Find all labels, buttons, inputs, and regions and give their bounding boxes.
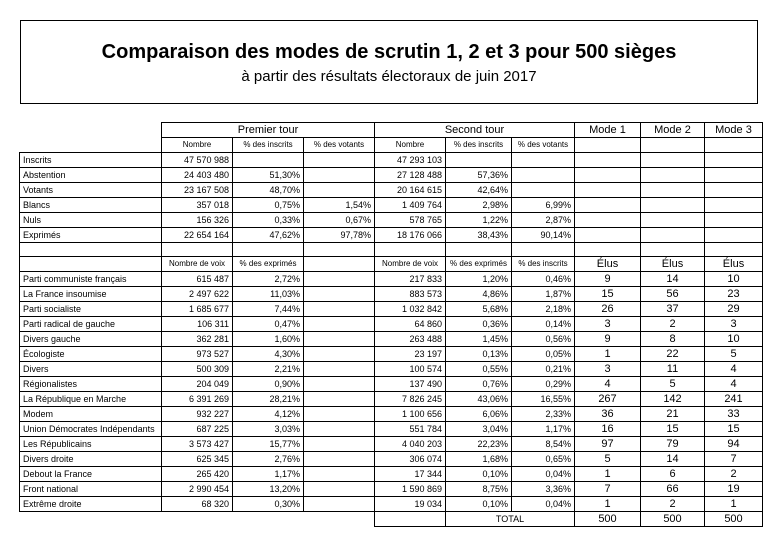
party-name: Divers gauche xyxy=(20,332,162,347)
table-cell: 20 164 615 xyxy=(375,183,446,198)
title-box xyxy=(20,20,758,104)
table-cell: 51,30% xyxy=(233,168,304,183)
table-cell: 1 032 842 xyxy=(375,302,446,317)
table-cell: 43,06% xyxy=(446,392,512,407)
party-name: Divers xyxy=(20,362,162,377)
seats-mode1: 3 xyxy=(575,362,641,377)
table-cell: 0,56% xyxy=(512,332,575,347)
table-cell: 0,36% xyxy=(446,317,512,332)
seats-mode2: 8 xyxy=(641,332,705,347)
party-name: Extrême droite xyxy=(20,497,162,512)
seats-mode2: 21 xyxy=(641,407,705,422)
table-cell: 6,99% xyxy=(512,198,575,213)
party-name: Parti communiste français xyxy=(20,272,162,287)
table-cell: 11,03% xyxy=(233,287,304,302)
party-row xyxy=(20,377,763,392)
seats-mode3: 5 xyxy=(705,347,763,362)
table-cell: 13,20% xyxy=(233,482,304,497)
table-cell: 68 320 xyxy=(162,497,233,512)
party-row xyxy=(20,287,763,302)
table-cell xyxy=(304,452,375,467)
table-cell xyxy=(304,437,375,452)
stats-row xyxy=(20,183,763,198)
seats-mode1: 7 xyxy=(575,482,641,497)
table-cell: 22,23% xyxy=(446,437,512,452)
total-mode1: 500 xyxy=(575,512,641,527)
results-table xyxy=(19,122,763,527)
table-cell: 47,62% xyxy=(233,228,304,243)
total-row xyxy=(20,512,763,527)
premier-tour-header: Premier tour xyxy=(162,123,375,138)
table-cell: 5,68% xyxy=(446,302,512,317)
table-cell: 578 765 xyxy=(375,213,446,228)
table-cell: 48,70% xyxy=(233,183,304,198)
table-cell xyxy=(512,168,575,183)
table-cell: 42,64% xyxy=(446,183,512,198)
seats-mode2: 56 xyxy=(641,287,705,302)
table-cell: 23 197 xyxy=(375,347,446,362)
table-cell: 3,03% xyxy=(233,422,304,437)
party-name: Union Démocrates Indépendants xyxy=(20,422,162,437)
party-row xyxy=(20,437,763,452)
table-cell: 0,76% xyxy=(446,377,512,392)
table-cell: 0,21% xyxy=(512,362,575,377)
table-cell: 47 293 103 xyxy=(375,153,446,168)
seats-mode2: 5 xyxy=(641,377,705,392)
table-cell xyxy=(575,228,641,243)
party-row xyxy=(20,302,763,317)
table-cell xyxy=(705,168,763,183)
table-cell: 100 574 xyxy=(375,362,446,377)
table-cell: 4,86% xyxy=(446,287,512,302)
table-cell: 57,36% xyxy=(446,168,512,183)
party-name: Divers droite xyxy=(20,452,162,467)
document-title: Comparaison des modes de scrutin 1, 2 et 3 pour 500 sièges xyxy=(101,41,677,63)
table-cell: 1,17% xyxy=(512,422,575,437)
table-cell: 0,05% xyxy=(512,347,575,362)
table-cell xyxy=(641,183,705,198)
seats-mode1: 97 xyxy=(575,437,641,452)
row-label: Blancs xyxy=(20,198,162,213)
total-label: TOTAL xyxy=(446,512,575,527)
table-cell xyxy=(304,497,375,512)
seats-mode1: 1 xyxy=(575,497,641,512)
table-cell: 28,21% xyxy=(233,392,304,407)
spacer-cell xyxy=(20,243,162,257)
party-name: Parti socialiste xyxy=(20,302,162,317)
table-cell xyxy=(304,377,375,392)
seats-mode3: 4 xyxy=(705,377,763,392)
party-row xyxy=(20,332,763,347)
table-cell: 615 487 xyxy=(162,272,233,287)
table-cell: 0,67% xyxy=(304,213,375,228)
seats-mode3: 7 xyxy=(705,452,763,467)
table-cell: 1,22% xyxy=(446,213,512,228)
party-row xyxy=(20,497,763,512)
document-subtitle: à partir des résultats électoraux de juin 2017 xyxy=(241,68,537,85)
seats-mode2: 142 xyxy=(641,392,705,407)
table-cell: 0,04% xyxy=(512,497,575,512)
table-cell xyxy=(304,482,375,497)
seats-mode2: 79 xyxy=(641,437,705,452)
table-cell: 1 685 677 xyxy=(162,302,233,317)
seats-mode2: 15 xyxy=(641,422,705,437)
spacer-row xyxy=(20,243,763,257)
stats-row xyxy=(20,228,763,243)
table-cell xyxy=(304,407,375,422)
table-cell xyxy=(304,347,375,362)
table-cell xyxy=(705,228,763,243)
table-cell: 156 326 xyxy=(162,213,233,228)
total-mode2: 500 xyxy=(641,512,705,527)
seats-mode2: 2 xyxy=(641,317,705,332)
stats-row xyxy=(20,168,763,183)
elus-header: Élus xyxy=(641,257,705,272)
table-cell: 0,04% xyxy=(512,467,575,482)
table-cell xyxy=(641,198,705,213)
table-cell: 22 654 164 xyxy=(162,228,233,243)
table-cell: 7,44% xyxy=(233,302,304,317)
seats-mode3: 33 xyxy=(705,407,763,422)
table-cell: 362 281 xyxy=(162,332,233,347)
table-cell: 2,33% xyxy=(512,407,575,422)
table-cell xyxy=(641,213,705,228)
party-name: Front national xyxy=(20,482,162,497)
party-name: Régionalistes xyxy=(20,377,162,392)
party-row xyxy=(20,347,763,362)
party-row xyxy=(20,452,763,467)
spacer-cell xyxy=(705,243,763,257)
party-row xyxy=(20,422,763,437)
table-cell: 625 345 xyxy=(162,452,233,467)
seats-mode1: 26 xyxy=(575,302,641,317)
table-cell: 204 049 xyxy=(162,377,233,392)
seats-mode3: 4 xyxy=(705,362,763,377)
table-cell: 263 488 xyxy=(375,332,446,347)
seats-mode1: 267 xyxy=(575,392,641,407)
table-cell: 1 100 656 xyxy=(375,407,446,422)
table-cell: 0,46% xyxy=(512,272,575,287)
table-cell: 217 833 xyxy=(375,272,446,287)
seats-mode1: 1 xyxy=(575,347,641,362)
table-cell xyxy=(304,153,375,168)
elus-header: Élus xyxy=(705,257,763,272)
table-cell: 2,87% xyxy=(512,213,575,228)
header-empty-cell xyxy=(304,257,375,272)
table-cell: 6,06% xyxy=(446,407,512,422)
table-cell: 17 344 xyxy=(375,467,446,482)
table-cell xyxy=(304,467,375,482)
row-label: Nuls xyxy=(20,213,162,228)
table-cell: 1,17% xyxy=(233,467,304,482)
table-cell: 973 527 xyxy=(162,347,233,362)
seats-mode1: 9 xyxy=(575,332,641,347)
table-cell: 1,60% xyxy=(233,332,304,347)
party-name: Debout la France xyxy=(20,467,162,482)
seats-mode3: 3 xyxy=(705,317,763,332)
party-row xyxy=(20,392,763,407)
table-cell: 0,30% xyxy=(233,497,304,512)
table-cell xyxy=(705,183,763,198)
table-cell: 1,45% xyxy=(446,332,512,347)
table-cell: 2,98% xyxy=(446,198,512,213)
seats-mode1: 16 xyxy=(575,422,641,437)
seats-mode3: 10 xyxy=(705,272,763,287)
table-cell xyxy=(575,213,641,228)
empty-cell xyxy=(20,512,162,527)
total-mode3: 500 xyxy=(705,512,763,527)
sub-header-cell: Nombre de voix xyxy=(162,257,233,272)
table-cell xyxy=(575,153,641,168)
header-row-1 xyxy=(20,123,763,138)
table-cell: 0,65% xyxy=(512,452,575,467)
seats-mode2: 66 xyxy=(641,482,705,497)
table-cell: 97,78% xyxy=(304,228,375,243)
table-cell xyxy=(446,153,512,168)
table-cell: 8,75% xyxy=(446,482,512,497)
table-cell xyxy=(304,392,375,407)
table-cell xyxy=(304,362,375,377)
spacer-cell xyxy=(233,243,304,257)
header-row-3 xyxy=(20,257,763,272)
seats-mode2: 37 xyxy=(641,302,705,317)
table-cell: 2,18% xyxy=(512,302,575,317)
table-cell xyxy=(575,183,641,198)
table-cell: 1 590 869 xyxy=(375,482,446,497)
table-cell: 23 167 508 xyxy=(162,183,233,198)
table-cell: 7 826 245 xyxy=(375,392,446,407)
table-cell: 2 990 454 xyxy=(162,482,233,497)
table-cell: 1,54% xyxy=(304,198,375,213)
table-cell: 27 128 488 xyxy=(375,168,446,183)
table-cell: 3,36% xyxy=(512,482,575,497)
seats-mode3: 29 xyxy=(705,302,763,317)
table-cell: 551 784 xyxy=(375,422,446,437)
seats-mode3: 19 xyxy=(705,482,763,497)
spacer-cell xyxy=(162,243,233,257)
seats-mode1: 36 xyxy=(575,407,641,422)
total-empty-cell xyxy=(375,512,446,527)
seats-mode1: 3 xyxy=(575,317,641,332)
seats-mode3: 2 xyxy=(705,467,763,482)
seats-mode2: 11 xyxy=(641,362,705,377)
header-row-2 xyxy=(20,138,763,153)
table-cell: 883 573 xyxy=(375,287,446,302)
sub-header-cell: % des exprimés xyxy=(446,257,512,272)
party-name: Les Républicains xyxy=(20,437,162,452)
table-cell: 0,33% xyxy=(233,213,304,228)
sub-header-cell: % des inscrits xyxy=(446,138,512,153)
seats-mode3: 94 xyxy=(705,437,763,452)
spacer-cell xyxy=(375,243,446,257)
seats-mode3: 15 xyxy=(705,422,763,437)
table-cell xyxy=(304,317,375,332)
table-cell: 0,14% xyxy=(512,317,575,332)
sub-header-cell: % des votants xyxy=(512,138,575,153)
table-cell xyxy=(304,332,375,347)
table-cell xyxy=(512,183,575,198)
table-cell: 24 403 480 xyxy=(162,168,233,183)
table-cell: 106 311 xyxy=(162,317,233,332)
party-name: Parti radical de gauche xyxy=(20,317,162,332)
party-name: Écologiste xyxy=(20,347,162,362)
seats-mode3: 1 xyxy=(705,497,763,512)
table-cell: 0,29% xyxy=(512,377,575,392)
row-label: Abstention xyxy=(20,168,162,183)
seats-mode2: 6 xyxy=(641,467,705,482)
spacer-cell xyxy=(512,243,575,257)
table-cell: 1 409 764 xyxy=(375,198,446,213)
table-cell: 265 420 xyxy=(162,467,233,482)
sub-header-cell: % des inscrits xyxy=(512,257,575,272)
table-cell: 4,12% xyxy=(233,407,304,422)
stats-row xyxy=(20,153,763,168)
table-cell: 15,77% xyxy=(233,437,304,452)
row-label: Exprimés xyxy=(20,228,162,243)
table-cell: 90,14% xyxy=(512,228,575,243)
header-empty-cell xyxy=(20,257,162,272)
table-cell: 1,20% xyxy=(446,272,512,287)
mode1-header: Mode 1 xyxy=(575,123,641,138)
table-cell xyxy=(705,153,763,168)
table-cell: 2 497 622 xyxy=(162,287,233,302)
sub-header-cell: Nombre xyxy=(375,138,446,153)
table-cell: 500 309 xyxy=(162,362,233,377)
table-cell xyxy=(641,168,705,183)
table-cell xyxy=(304,272,375,287)
seats-mode1: 4 xyxy=(575,377,641,392)
table-cell: 306 074 xyxy=(375,452,446,467)
table-cell xyxy=(641,228,705,243)
seats-mode1: 15 xyxy=(575,287,641,302)
table-cell: 47 570 988 xyxy=(162,153,233,168)
table-cell: 4,30% xyxy=(233,347,304,362)
seats-mode2: 14 xyxy=(641,452,705,467)
table-cell: 0,75% xyxy=(233,198,304,213)
sub-header-cell: % des votants xyxy=(304,138,375,153)
table-cell: 0,47% xyxy=(233,317,304,332)
spacer-cell xyxy=(446,243,512,257)
stats-row xyxy=(20,213,763,228)
table-cell: 0,13% xyxy=(446,347,512,362)
sub-header-cell: Nombre xyxy=(162,138,233,153)
table-cell: 2,21% xyxy=(233,362,304,377)
empty-cell xyxy=(304,512,375,527)
table-cell xyxy=(705,198,763,213)
party-name: La France insoumise xyxy=(20,287,162,302)
sub-header-cell: Nombre de voix xyxy=(375,257,446,272)
stats-row xyxy=(20,198,763,213)
table-cell: 2,76% xyxy=(233,452,304,467)
spacer-cell xyxy=(304,243,375,257)
seats-mode3: 10 xyxy=(705,332,763,347)
party-row xyxy=(20,362,763,377)
table-cell xyxy=(233,153,304,168)
table-cell xyxy=(575,198,641,213)
table-cell: 18 176 066 xyxy=(375,228,446,243)
empty-cell xyxy=(162,512,233,527)
elus-header: Élus xyxy=(575,257,641,272)
table-cell xyxy=(641,153,705,168)
sub-header-cell: % des inscrits xyxy=(233,138,304,153)
mode2-header: Mode 2 xyxy=(641,123,705,138)
table-cell: 1,68% xyxy=(446,452,512,467)
empty-cell xyxy=(233,512,304,527)
table-cell: 2,72% xyxy=(233,272,304,287)
table-cell: 3 573 427 xyxy=(162,437,233,452)
table-cell: 137 490 xyxy=(375,377,446,392)
table-cell: 6 391 269 xyxy=(162,392,233,407)
seats-mode1: 1 xyxy=(575,467,641,482)
table-cell: 0,10% xyxy=(446,467,512,482)
party-row xyxy=(20,407,763,422)
table-cell: 1,87% xyxy=(512,287,575,302)
table-cell: 0,55% xyxy=(446,362,512,377)
table-cell xyxy=(304,183,375,198)
table-cell: 932 227 xyxy=(162,407,233,422)
seats-mode2: 2 xyxy=(641,497,705,512)
seats-mode2: 22 xyxy=(641,347,705,362)
mode3-header: Mode 3 xyxy=(705,123,763,138)
table-cell: 687 225 xyxy=(162,422,233,437)
table-cell xyxy=(705,213,763,228)
table-cell: 16,55% xyxy=(512,392,575,407)
seats-mode1: 5 xyxy=(575,452,641,467)
seats-mode3: 23 xyxy=(705,287,763,302)
row-label: Inscrits xyxy=(20,153,162,168)
row-label: Votants xyxy=(20,183,162,198)
table-cell: 3,04% xyxy=(446,422,512,437)
table-cell: 38,43% xyxy=(446,228,512,243)
table-cell: 0,10% xyxy=(446,497,512,512)
party-name: Modem xyxy=(20,407,162,422)
table-cell: 357 018 xyxy=(162,198,233,213)
table-cell xyxy=(575,168,641,183)
party-row xyxy=(20,317,763,332)
seats-mode1: 9 xyxy=(575,272,641,287)
table-cell: 64 860 xyxy=(375,317,446,332)
table-cell: 19 034 xyxy=(375,497,446,512)
party-row xyxy=(20,467,763,482)
table-cell: 0,90% xyxy=(233,377,304,392)
table-cell xyxy=(304,287,375,302)
seats-mode2: 14 xyxy=(641,272,705,287)
spacer-cell xyxy=(641,243,705,257)
table-cell xyxy=(304,422,375,437)
table-cell: 8,54% xyxy=(512,437,575,452)
party-name: La République en Marche xyxy=(20,392,162,407)
table-cell xyxy=(304,168,375,183)
party-row xyxy=(20,272,763,287)
sub-header-cell: % des exprimés xyxy=(233,257,304,272)
table-cell xyxy=(512,153,575,168)
party-row xyxy=(20,482,763,497)
seats-mode3: 241 xyxy=(705,392,763,407)
spacer-cell xyxy=(575,243,641,257)
table-cell: 4 040 203 xyxy=(375,437,446,452)
table-cell xyxy=(304,302,375,317)
second-tour-header: Second tour xyxy=(375,123,575,138)
